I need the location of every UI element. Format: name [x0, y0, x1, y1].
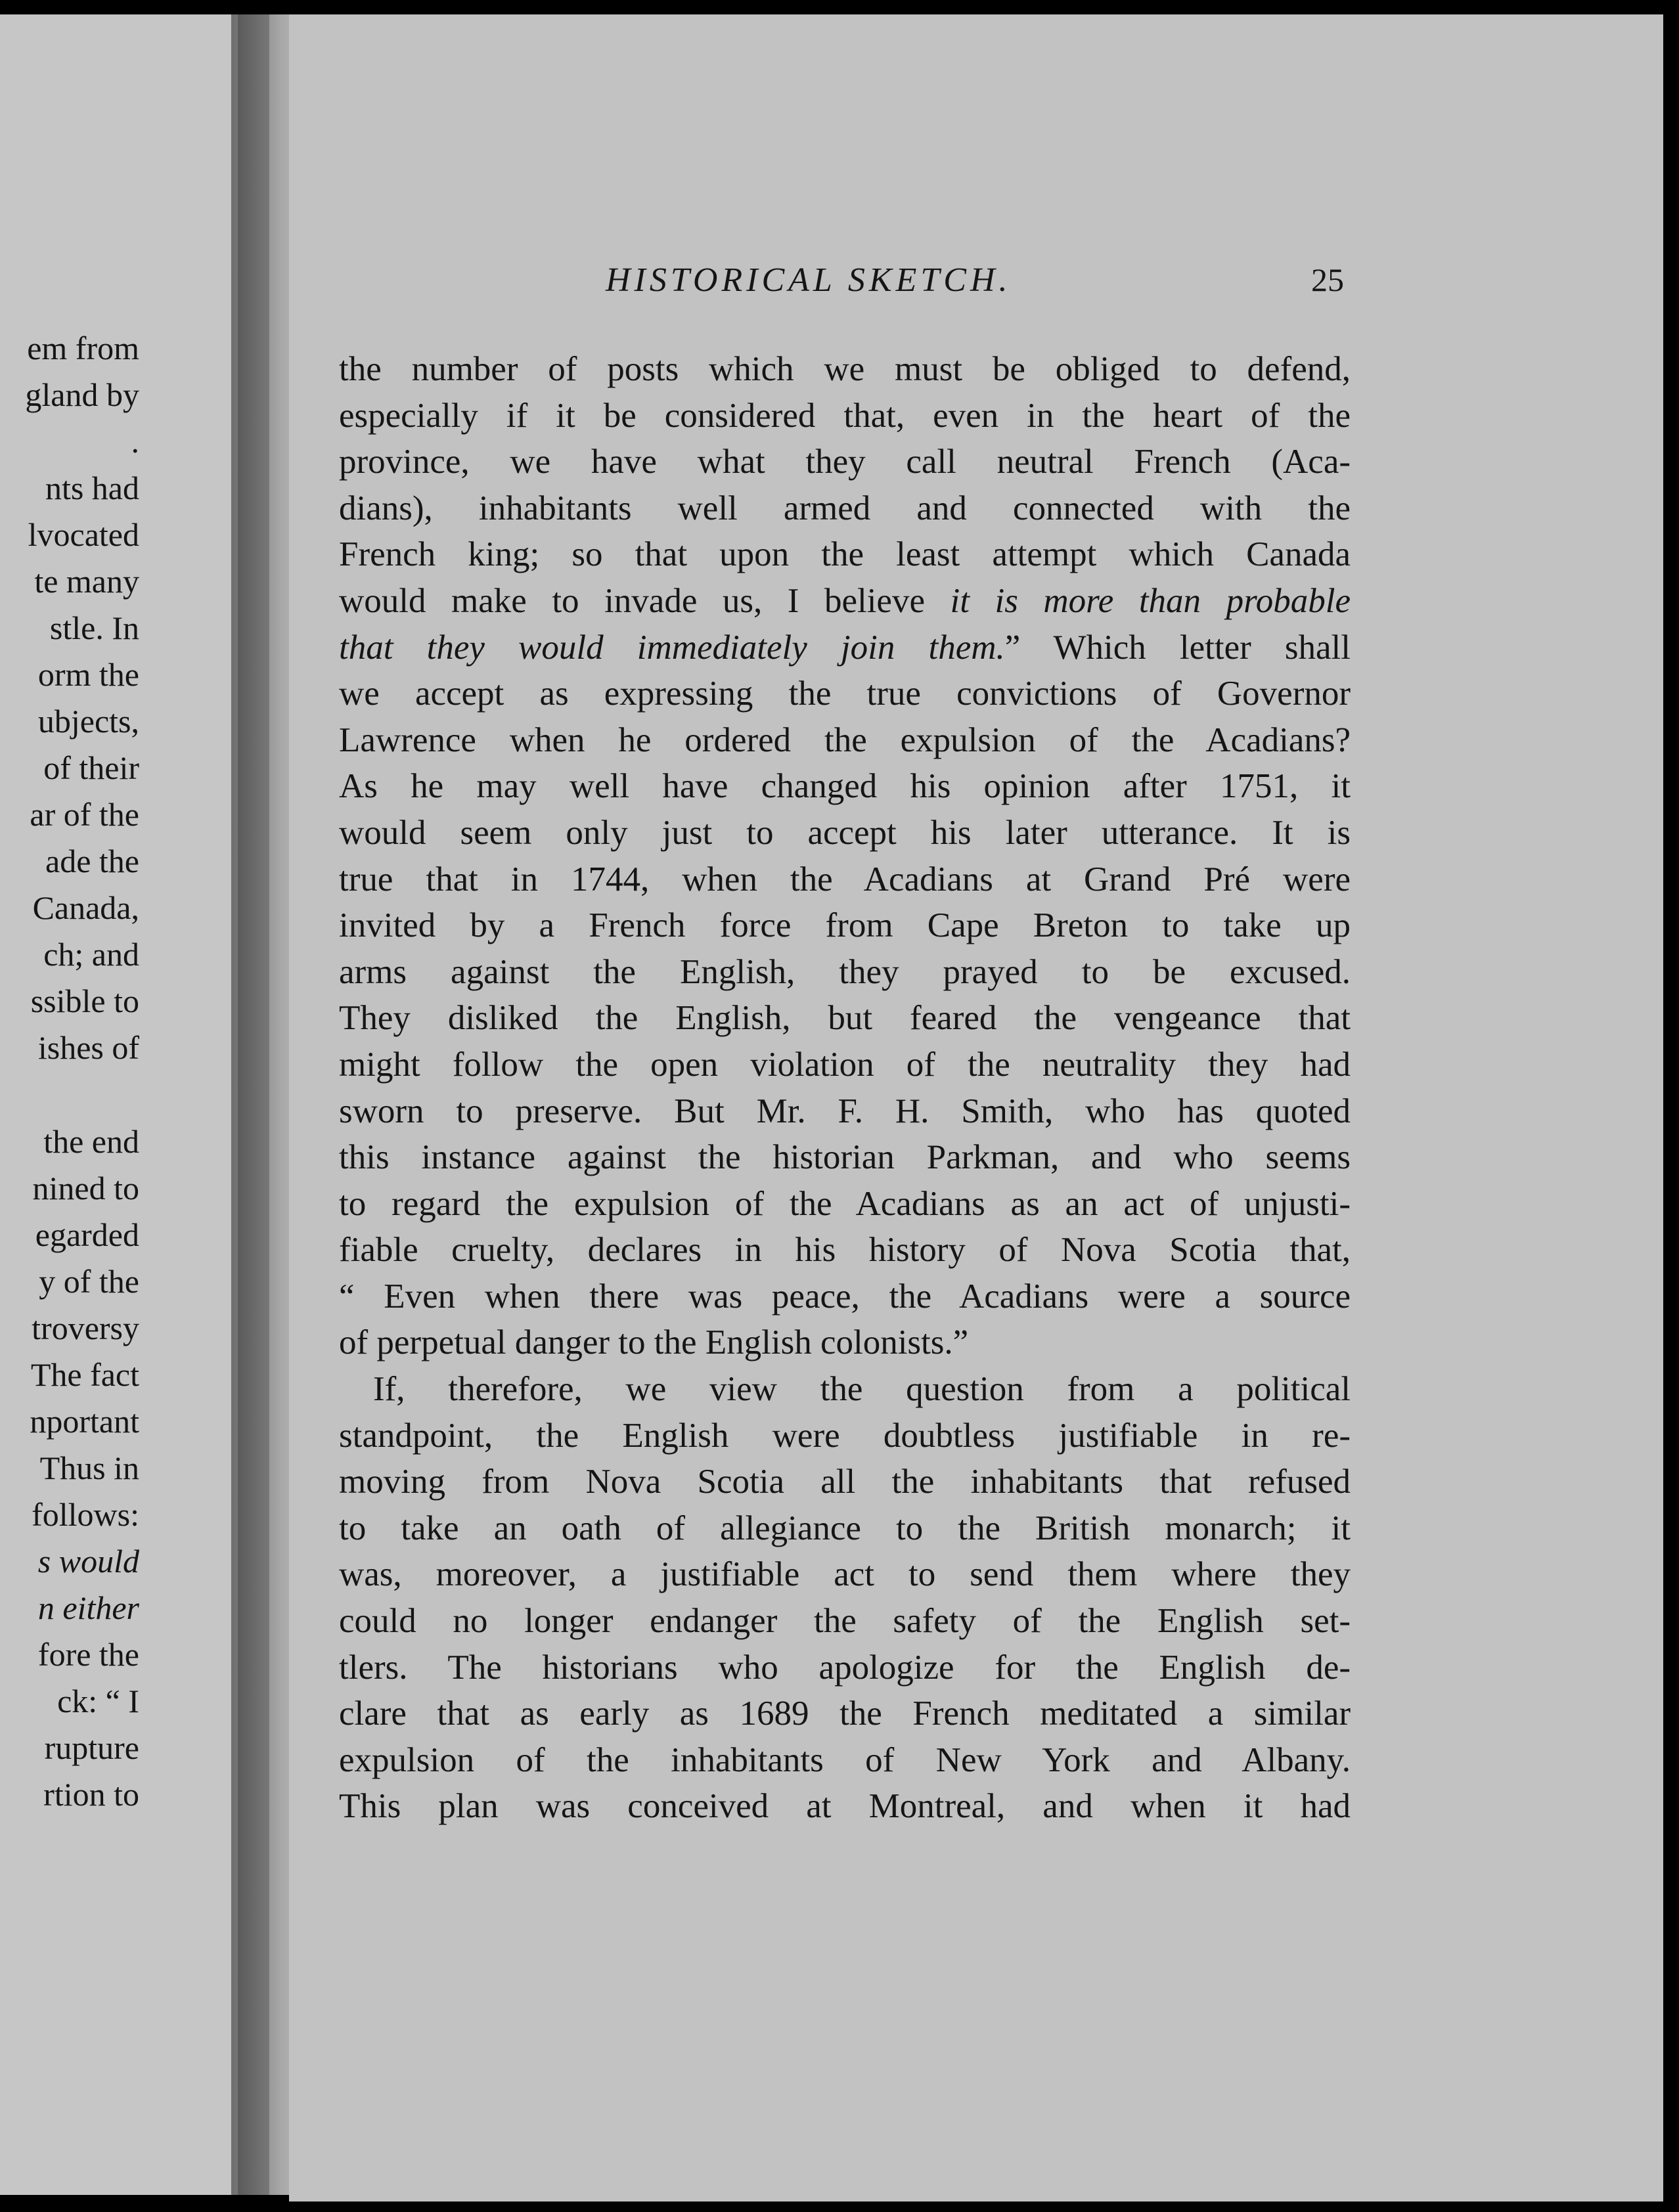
text-line: They disliked the English, but feared the vengeance that [339, 999, 1351, 1038]
facing-page-line: stle. In [49, 609, 139, 646]
facing-page-line: ubjects, [37, 703, 139, 740]
facing-page-line: ar of the [30, 796, 139, 833]
text-line: sworn to preserve. But Mr. F. H. Smith, who has quoted [339, 1092, 1351, 1130]
text-line: Lawrence when he ordered the expulsion of the Acadians? [339, 720, 1351, 759]
facing-page-line: ssible to [30, 983, 139, 1019]
text-line: especially if it be considered that, even in the heart of the [339, 396, 1351, 435]
book-page [289, 14, 1663, 2201]
text-line: arms against the English, they prayed to be excused. [339, 952, 1351, 991]
text-line: fiable cruelty, declares in his history of Nova Scotia that, [339, 1231, 1351, 1270]
running-head [289, 261, 1663, 307]
body-text [339, 346, 1351, 1830]
facing-page-line: nined to [32, 1170, 139, 1206]
facing-page-line: egarded [35, 1216, 139, 1253]
text-line: dians), inhabitants well armed and connected with the [339, 489, 1351, 527]
text-line: standpoint, the English were doubtless justifiable in re- [339, 1416, 1351, 1455]
facing-page-line: the end [43, 1123, 139, 1160]
text-segment: ” Which letter shall [1004, 628, 1351, 667]
text-line [339, 578, 1351, 625]
facing-page-line: Canada, [32, 889, 139, 926]
text-line: clare that as early as 1689 the French meditated a similar [339, 1694, 1351, 1733]
italic-quote-segment: it is more than probable [950, 581, 1351, 620]
facing-page-line: of their [43, 749, 139, 786]
facing-page-line: n either [37, 1589, 139, 1626]
text-line: of perpetual danger to the English colonists.” [339, 1323, 969, 1362]
facing-page-line: rupture [44, 1729, 139, 1766]
text-line: If, therefore, we view the question from a political [373, 1370, 1351, 1409]
facing-page-line: . [131, 423, 139, 460]
text-segment: would make to invade us, I believe [339, 581, 951, 620]
text-line: was, moreover, a justifiable act to send them where they [339, 1555, 1351, 1594]
page-number: 25 [1311, 261, 1344, 298]
facing-page-line: gland by [25, 376, 139, 413]
facing-page-line: follows: [32, 1496, 139, 1533]
facing-page-line: lvocated [28, 516, 139, 553]
text-line: invited by a French force from Cape Breton to take up [339, 906, 1351, 945]
text-line: expulsion of the inhabitants of New York and Albany. [339, 1740, 1351, 1779]
text-line: province, we have what they call neutral French (Aca- [339, 443, 1351, 481]
running-title: HISTORICAL SKETCH. [606, 261, 1012, 299]
facing-page-line: ch; and [43, 936, 139, 973]
text-line: to regard the expulsion of the Acadians as an act of unjusti- [339, 1184, 1351, 1223]
facing-page-line: s would [37, 1543, 139, 1580]
facing-page-line: orm the [37, 656, 139, 693]
facing-page-line: em from [27, 330, 139, 366]
text-line: would seem only just to accept his later utterance. It is [339, 813, 1351, 852]
text-line: the number of posts which we must be obliged to defend, [339, 350, 1351, 388]
text-line: true that in 1744, when the Acadians at Grand Pré were [339, 860, 1351, 898]
facing-page-line: fore the [37, 1636, 139, 1673]
text-line: we accept as expressing the true convictions of Governor [339, 675, 1351, 713]
text-line: French king; so that upon the least attempt which Canada [339, 535, 1351, 574]
facing-page-line: troversy [32, 1310, 139, 1346]
text-line: could no longer endanger the safety of the English set- [339, 1602, 1351, 1641]
text-line: As he may well have changed his opinion after 1751, it [339, 767, 1351, 806]
text-line: to take an oath of allegiance to the British monarch; it [339, 1509, 1351, 1547]
text-line: this instance against the historian Parkman, and who seems [339, 1138, 1351, 1177]
facing-page-line: Thus in [39, 1449, 139, 1486]
binding-gutter-dark-band [238, 14, 269, 2195]
text-line: tlers. The historians who apologize for the English de- [339, 1648, 1351, 1687]
facing-page-line: rtion to [43, 1776, 139, 1813]
text-line: might follow the open violation of the neutrality they had [339, 1045, 1351, 1084]
facing-page-line: nportant [30, 1403, 139, 1440]
facing-page-fragment [0, 14, 231, 2195]
text-line: This plan was conceived at Montreal, and when it had [339, 1787, 1351, 1826]
text-line: moving from Nova Scotia all the inhabitants that refused [339, 1463, 1351, 1501]
italic-quote-segment: that they would immediately join them. [339, 628, 1005, 667]
facing-page-line: ck: “ I [57, 1683, 139, 1719]
facing-page-line: y of the [39, 1263, 139, 1300]
facing-page-line: te many [34, 563, 139, 600]
facing-page-line: nts had [45, 470, 139, 506]
text-line [339, 625, 1351, 671]
facing-page-line: ade the [45, 843, 139, 879]
text-line: “ Even when there was peace, the Acadians were a source [339, 1277, 1351, 1316]
facing-page-line: The fact [30, 1356, 139, 1393]
facing-page-line: ishes of [37, 1029, 139, 1066]
